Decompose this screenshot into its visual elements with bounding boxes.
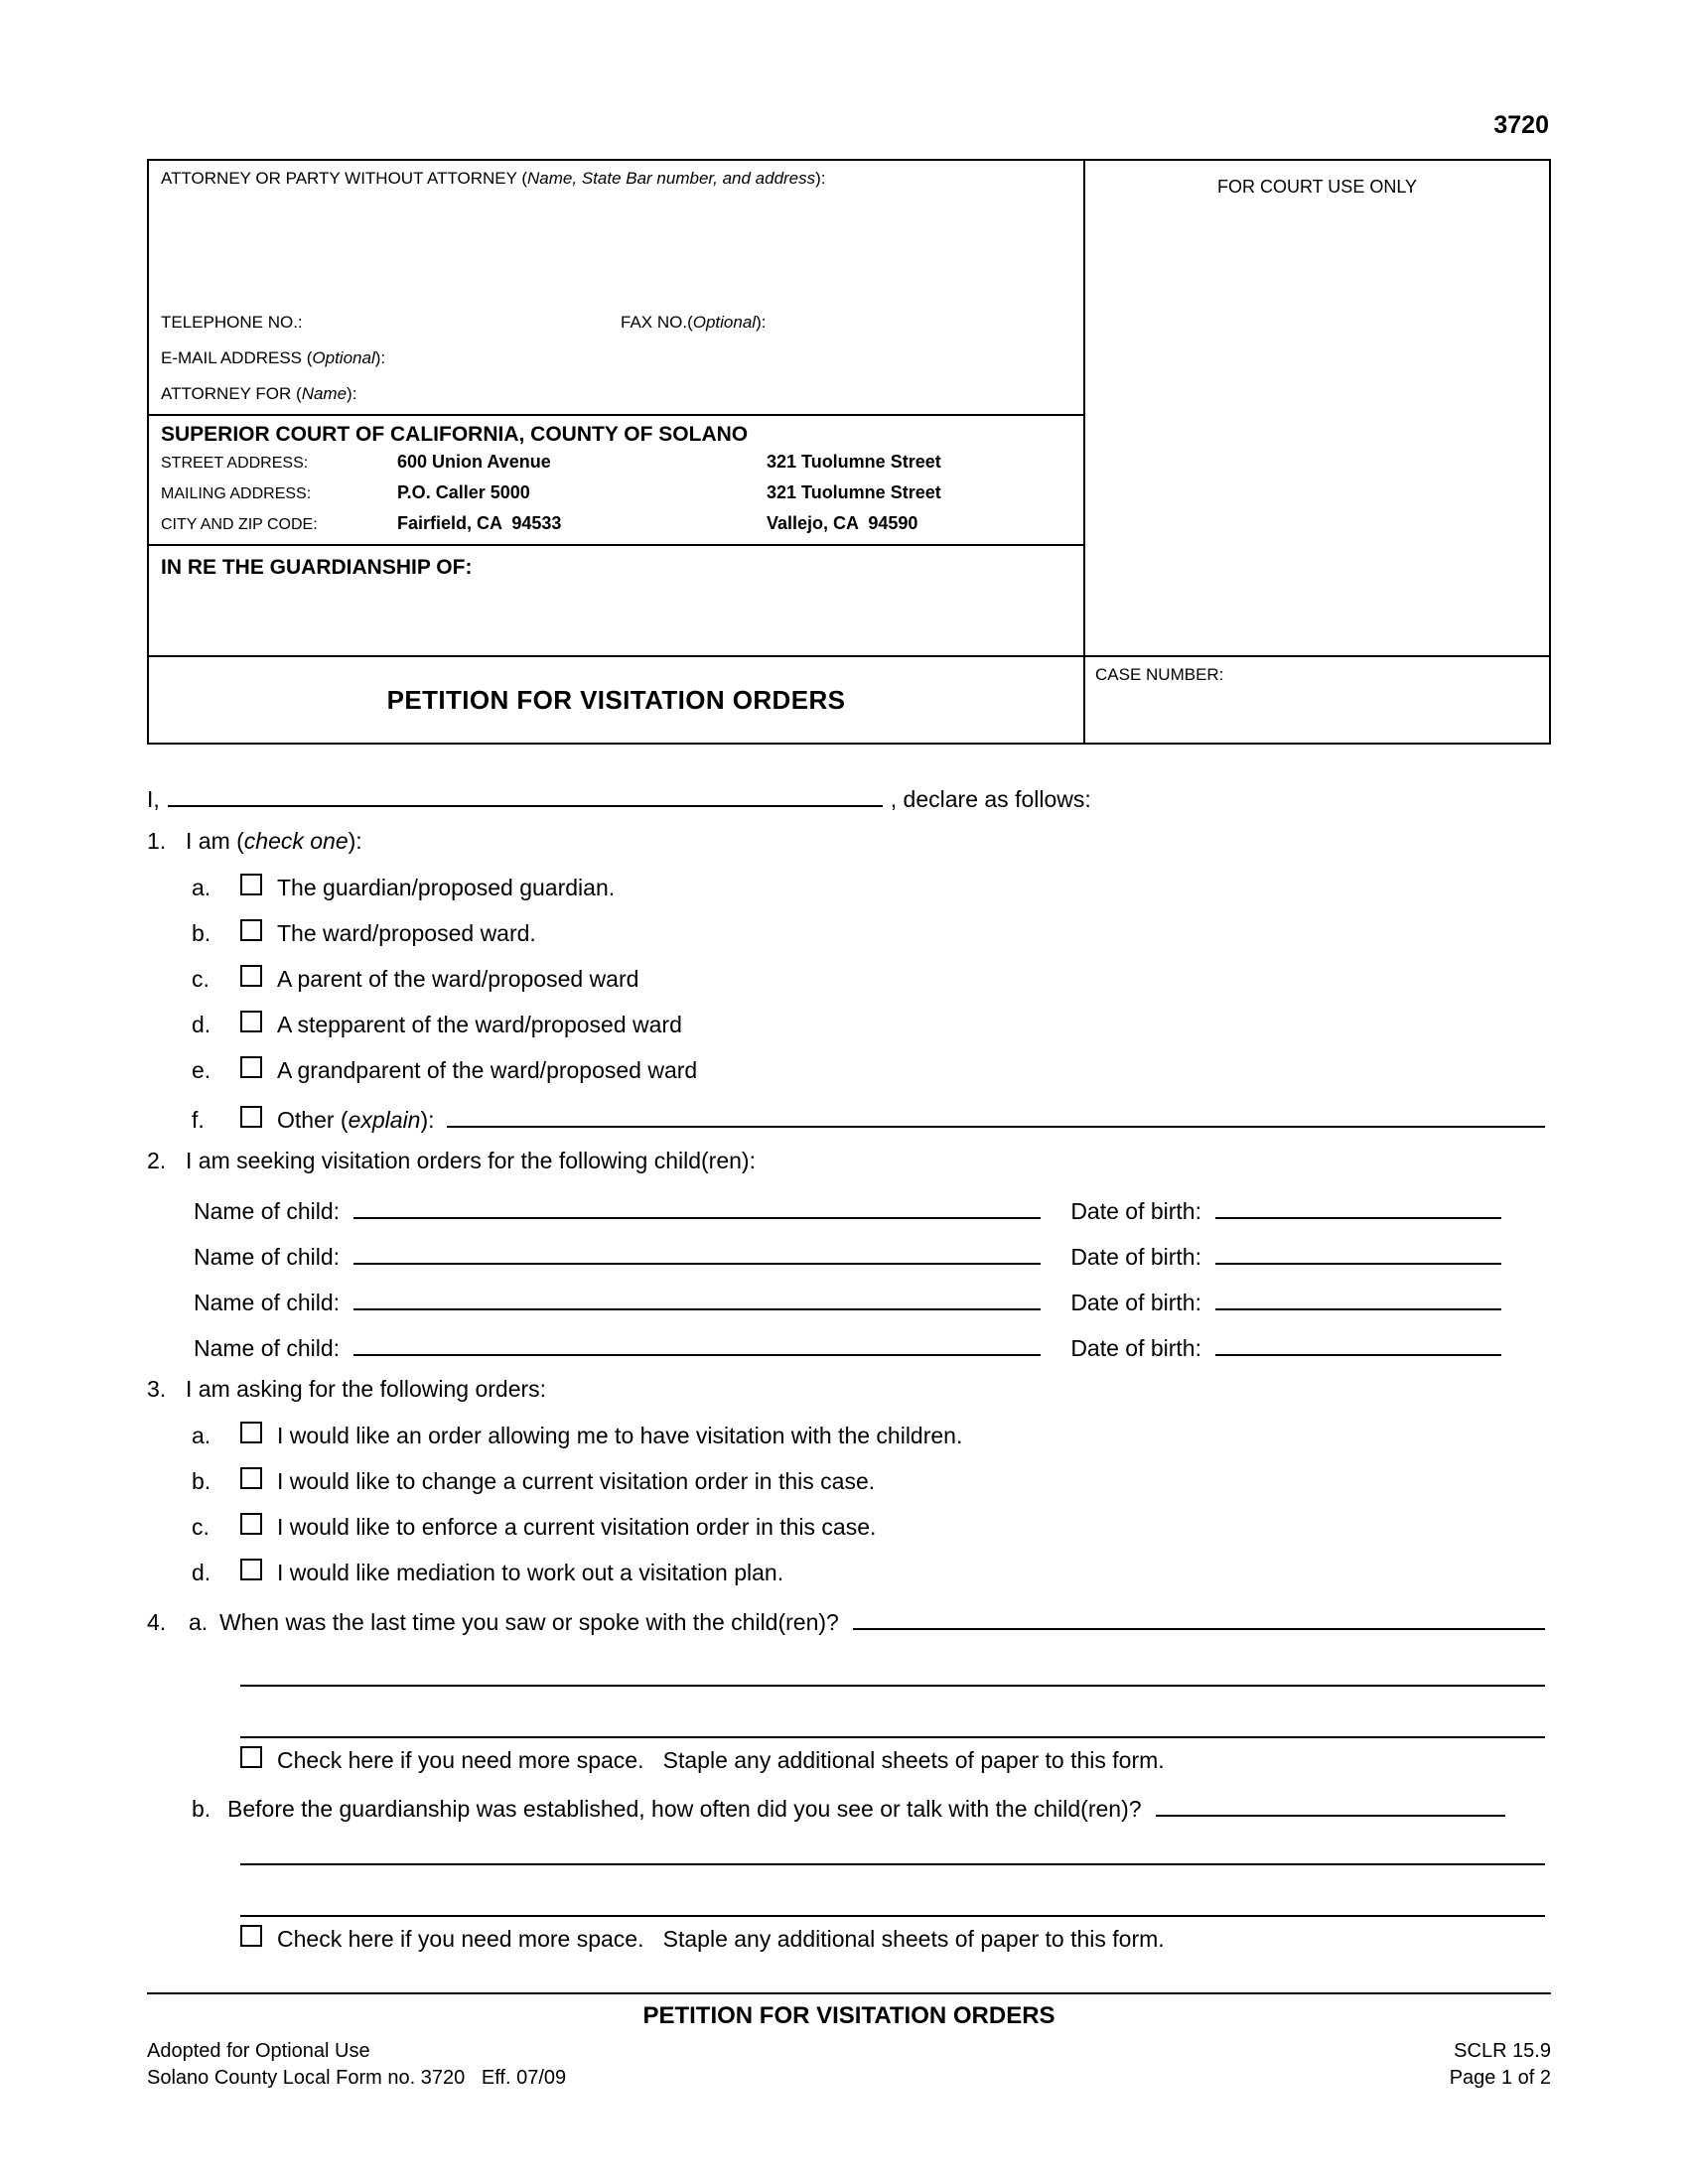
checkbox-enforce-order[interactable] bbox=[240, 1513, 262, 1535]
attorney-section bbox=[149, 161, 1083, 414]
mailing-address-row bbox=[161, 482, 1071, 513]
mailing-address-value-2: 321 Tuolumne Street bbox=[767, 482, 941, 502]
item-4b-row bbox=[147, 1782, 1551, 1828]
item-3a-label: I would like an order allowing me to have visitation with the children. bbox=[277, 1423, 963, 1448]
form-footer bbox=[147, 1992, 1551, 2092]
item-3-label: I am asking for the following orders: bbox=[186, 1376, 547, 1402]
form-number: 3720 bbox=[1493, 111, 1549, 139]
declaration-suffix: , declare as follows: bbox=[890, 786, 1091, 812]
court-name: SUPERIOR COURT OF CALIFORNIA, COUNTY OF SOLANO bbox=[161, 423, 749, 446]
more-space-row-4a bbox=[240, 1738, 1551, 1782]
adopted-use-text: Adopted for Optional Use bbox=[147, 2040, 370, 2062]
city-zip-value-1: Fairfield, CA 94533 bbox=[397, 513, 562, 533]
attorney-for-row bbox=[161, 376, 1071, 412]
checkbox-change-order[interactable] bbox=[240, 1467, 262, 1489]
case-number-field[interactable] bbox=[1095, 685, 1539, 735]
declaration-row bbox=[147, 769, 1551, 819]
footer-left bbox=[147, 2038, 566, 2092]
street-address-value-1: 600 Union Avenue bbox=[397, 452, 551, 472]
footer-title: PETITION FOR VISITATION ORDERS bbox=[642, 2002, 1055, 2029]
item-1-heading bbox=[147, 819, 1551, 865]
contact-frequency-line-3[interactable] bbox=[240, 1865, 1545, 1917]
date-of-birth-field-4[interactable] bbox=[1215, 1330, 1501, 1356]
city-zip-label: CITY AND ZIP CODE: bbox=[161, 516, 318, 533]
declaration-prefix: I, bbox=[147, 786, 160, 812]
city-zip-value-2: Vallejo, CA 94590 bbox=[767, 513, 918, 533]
date-of-birth-field-3[interactable] bbox=[1215, 1285, 1501, 1310]
date-of-birth-label: Date of birth: bbox=[1070, 1198, 1201, 1224]
item-1d-letter: d. bbox=[192, 1012, 211, 1037]
child-row-2 bbox=[147, 1230, 1551, 1276]
other-explain-field[interactable] bbox=[447, 1102, 1545, 1128]
name-of-child-field-1[interactable] bbox=[353, 1193, 1041, 1219]
date-of-birth-label: Date of birth: bbox=[1070, 1290, 1201, 1315]
name-of-child-label: Name of child: bbox=[194, 1335, 341, 1361]
item-3c-label: I would like to enforce a current visitation order in this case. bbox=[277, 1514, 877, 1540]
item-3a-letter: a. bbox=[192, 1423, 211, 1448]
page-number: Page 1 of 2 bbox=[1449, 2067, 1551, 2089]
item-3d-letter: d. bbox=[192, 1560, 211, 1585]
item-1e-letter: e. bbox=[192, 1057, 211, 1083]
more-space-label: Check here if you need more space. Staple any additional sheets of paper to this form. bbox=[277, 1926, 1165, 1952]
court-use-only-label: FOR COURT USE ONLY bbox=[1216, 177, 1418, 197]
declarant-name-field[interactable] bbox=[168, 781, 883, 807]
item-1a-row bbox=[147, 865, 1551, 910]
checkbox-other[interactable] bbox=[240, 1106, 262, 1128]
street-address-value-2: 321 Tuolumne Street bbox=[767, 452, 941, 472]
checkbox-ward[interactable] bbox=[240, 919, 262, 941]
guardianship-of-field[interactable] bbox=[161, 580, 1071, 639]
case-number-label: CASE NUMBER: bbox=[1095, 665, 1224, 684]
item-3a-row bbox=[147, 1413, 1551, 1458]
item-3d-label: I would like mediation to work out a visitation plan. bbox=[277, 1560, 784, 1585]
child-row-4 bbox=[147, 1321, 1551, 1367]
last-contact-line-3[interactable] bbox=[240, 1687, 1545, 1738]
item-1e-label: A grandparent of the ward/proposed ward bbox=[277, 1057, 698, 1083]
item-1f-row bbox=[147, 1093, 1551, 1139]
telephone-label: TELEPHONE NO.: bbox=[161, 313, 303, 332]
name-of-child-label: Name of child: bbox=[194, 1198, 341, 1224]
item-1c-row bbox=[147, 956, 1551, 1002]
item-1e-row bbox=[147, 1047, 1551, 1093]
item-4a-question: When was the last time you saw or spoke with the child(ren)? bbox=[219, 1609, 839, 1635]
last-contact-line-2[interactable] bbox=[240, 1641, 1545, 1687]
guardianship-of-section bbox=[149, 544, 1083, 655]
item-2-heading bbox=[147, 1139, 1551, 1184]
item-1c-label: A parent of the ward/proposed ward bbox=[277, 966, 639, 992]
item-1a-label: The guardian/proposed guardian. bbox=[277, 875, 616, 900]
last-contact-field[interactable] bbox=[853, 1604, 1545, 1630]
contact-frequency-line-2[interactable] bbox=[240, 1828, 1545, 1865]
item-3b-row bbox=[147, 1458, 1551, 1504]
fax-label: FAX NO.(Optional): bbox=[621, 313, 767, 332]
footer-right bbox=[1450, 2038, 1551, 2092]
contact-frequency-field[interactable] bbox=[1156, 1791, 1505, 1817]
item-1d-row bbox=[147, 1002, 1551, 1047]
caption-left-column bbox=[149, 161, 1085, 743]
attorney-for-label: ATTORNEY FOR (Name): bbox=[161, 384, 357, 403]
date-of-birth-field-1[interactable] bbox=[1215, 1193, 1501, 1219]
more-space-row-4b bbox=[240, 1917, 1551, 1961]
form-reference-text: Solano County Local Form no. 3720 Eff. 07/09 bbox=[147, 2067, 567, 2089]
form-title: PETITION FOR VISITATION ORDERS bbox=[386, 684, 846, 715]
item-1b-label: The ward/proposed ward. bbox=[277, 920, 536, 946]
item-1b-letter: b. bbox=[192, 920, 211, 946]
item-3b-label: I would like to change a current visitation order in this case. bbox=[277, 1468, 876, 1494]
item-1-label: I am (check one): bbox=[186, 828, 362, 854]
email-row bbox=[161, 341, 1071, 376]
mailing-address-label: MAILING ADDRESS: bbox=[161, 485, 312, 502]
item-1f-label: Other (explain): bbox=[277, 1107, 435, 1133]
name-of-child-field-3[interactable] bbox=[353, 1285, 1041, 1310]
city-zip-row bbox=[161, 513, 1071, 544]
item-1a-letter: a. bbox=[192, 875, 211, 900]
item-3c-row bbox=[147, 1504, 1551, 1550]
date-of-birth-field-2[interactable] bbox=[1215, 1239, 1501, 1265]
form-caption-box bbox=[147, 159, 1551, 745]
date-of-birth-label: Date of birth: bbox=[1070, 1335, 1201, 1361]
item-1d-label: A stepparent of the ward/proposed ward bbox=[277, 1012, 682, 1037]
date-of-birth-label: Date of birth: bbox=[1070, 1244, 1201, 1270]
item-4-number: 4. bbox=[147, 1609, 167, 1635]
attorney-info-field[interactable] bbox=[161, 189, 1071, 305]
footer-meta bbox=[147, 2038, 1551, 2092]
more-space-checkbox-4b[interactable] bbox=[240, 1925, 262, 1947]
item-3d-row bbox=[147, 1550, 1551, 1595]
item-4b-letter: b. bbox=[192, 1796, 211, 1822]
item-4a-letter: a. bbox=[189, 1609, 209, 1635]
attorney-label: ATTORNEY OR PARTY WITHOUT ATTORNEY (Name, State Bar number, and address): bbox=[161, 169, 826, 188]
item-2-label: I am seeking visitation orders for the following child(ren): bbox=[186, 1148, 756, 1173]
item-3b-letter: b. bbox=[192, 1468, 211, 1494]
checkbox-stepparent[interactable] bbox=[240, 1011, 262, 1032]
name-of-child-field-4[interactable] bbox=[353, 1330, 1041, 1356]
item-2-number: 2. bbox=[147, 1148, 167, 1173]
more-space-checkbox-4a[interactable] bbox=[240, 1746, 262, 1768]
item-3-number: 3. bbox=[147, 1376, 167, 1402]
checkbox-allow-visitation[interactable] bbox=[240, 1422, 262, 1443]
street-address-label: STREET ADDRESS: bbox=[161, 455, 309, 472]
court-section bbox=[149, 414, 1083, 544]
case-number-box bbox=[1085, 655, 1549, 743]
checkbox-parent[interactable] bbox=[240, 965, 262, 987]
caption-right-column bbox=[1085, 161, 1549, 743]
telephone-fax-row bbox=[161, 305, 1071, 341]
form-body bbox=[147, 769, 1551, 1961]
checkbox-guardian[interactable] bbox=[240, 874, 262, 895]
name-of-child-field-2[interactable] bbox=[353, 1239, 1041, 1265]
item-1-number: 1. bbox=[147, 828, 167, 854]
name-of-child-label: Name of child: bbox=[194, 1244, 341, 1270]
email-label: E-MAIL ADDRESS (Optional): bbox=[161, 348, 386, 367]
mailing-address-value-1: P.O. Caller 5000 bbox=[397, 482, 530, 502]
item-1f-letter: f. bbox=[192, 1107, 205, 1133]
item-3-heading bbox=[147, 1367, 1551, 1413]
form-title-section bbox=[149, 655, 1083, 743]
item-4b-question: Before the guardianship was established, how often did you see or talk with the child(ren)? bbox=[227, 1796, 1142, 1822]
checkbox-grandparent[interactable] bbox=[240, 1056, 262, 1078]
guardianship-of-label: IN RE THE GUARDIANSHIP OF: bbox=[161, 556, 473, 579]
checkbox-mediation[interactable] bbox=[240, 1559, 262, 1580]
more-space-label: Check here if you need more space. Staple any additional sheets of paper to this form. bbox=[277, 1747, 1165, 1773]
child-row-1 bbox=[147, 1184, 1551, 1230]
item-1b-row bbox=[147, 910, 1551, 956]
rule-reference: SCLR 15.9 bbox=[1454, 2040, 1551, 2062]
item-4a-row bbox=[147, 1595, 1551, 1641]
item-1c-letter: c. bbox=[192, 966, 210, 992]
child-row-3 bbox=[147, 1276, 1551, 1321]
name-of-child-label: Name of child: bbox=[194, 1290, 341, 1315]
street-address-row bbox=[161, 452, 1071, 482]
item-3c-letter: c. bbox=[192, 1514, 210, 1540]
